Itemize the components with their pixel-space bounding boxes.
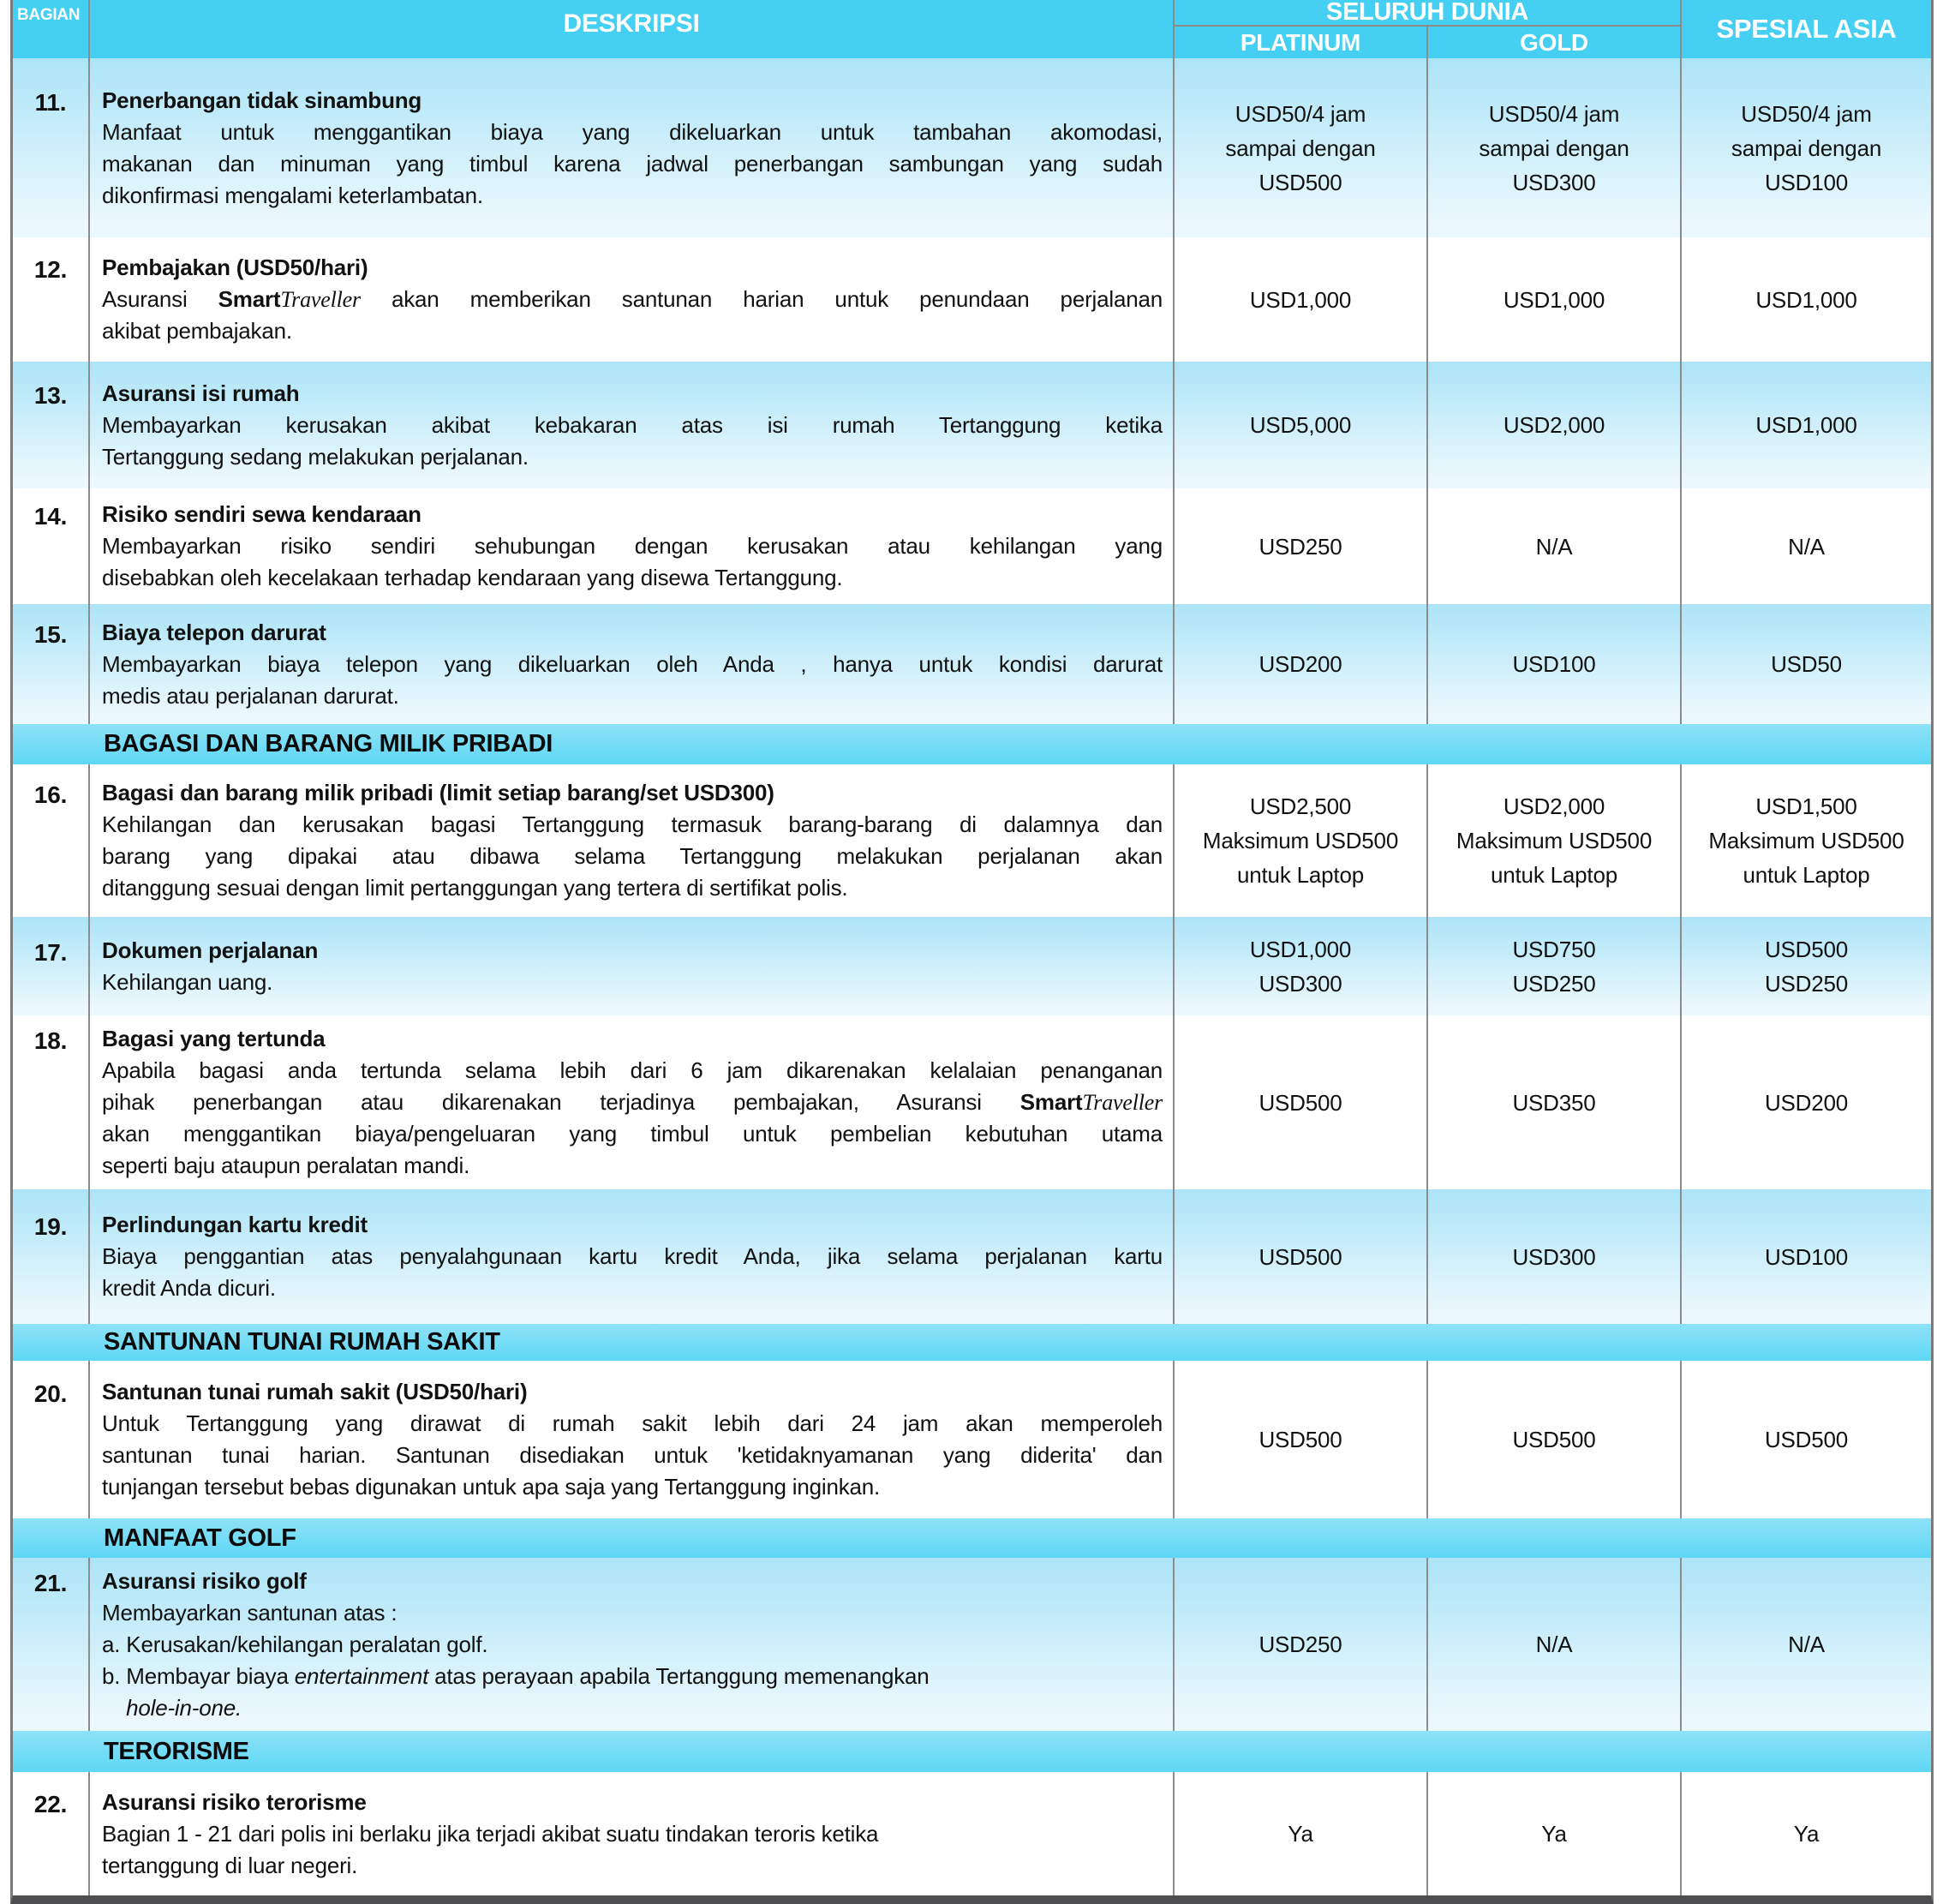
- value-platinum: [1175, 764, 1428, 917]
- value-line: N/A: [1535, 1632, 1573, 1657]
- description-line: [102, 530, 1163, 562]
- value-asia: [1682, 1361, 1931, 1518]
- text-segment: Kehilangan dan kerusakan bagasi Tertanggung termasuk barang-barang di dalamnya dan: [102, 811, 1163, 837]
- text-segment: pihak penerbangan atau dikarenakan terjadinya pembajakan, Asuransi: [102, 1089, 1020, 1115]
- value-gold: [1428, 1361, 1682, 1518]
- row-number: 16.: [33, 781, 68, 808]
- value-line: USD100: [1764, 1243, 1849, 1270]
- value-asia: [1682, 1558, 1931, 1731]
- section-header: [13, 1518, 1931, 1558]
- text-segment: b. Membayar biaya: [102, 1662, 295, 1689]
- row-number: 12.: [33, 256, 68, 283]
- text-segment: Membayarkan kerusakan akibat kebakaran atas isi rumah Tertanggung ketika: [102, 411, 1163, 438]
- section-label: MANFAAT GOLF: [104, 1524, 296, 1552]
- value-line: USD500: [1512, 1427, 1596, 1452]
- benefit-row: [13, 1189, 1931, 1324]
- benefit-row: [13, 604, 1931, 724]
- description-line: [102, 680, 1163, 712]
- benefit-row: [13, 1558, 1931, 1731]
- value-line: USD2,500: [1249, 793, 1352, 819]
- description-line: [102, 180, 1163, 212]
- value-line: USD2,000: [1503, 412, 1605, 438]
- value-gold: [1428, 1015, 1682, 1189]
- value-line: sampai dengan: [1479, 135, 1629, 161]
- value-line: USD250: [1764, 970, 1849, 997]
- header-platinum: [1175, 27, 1428, 58]
- value-gold: [1428, 917, 1682, 1015]
- text-segment: Apabila bagasi anda tertunda selama lebih dari 6 jam dikarenakan kelalaian penanganan: [102, 1057, 1163, 1083]
- text-segment: Kehilangan uang.: [102, 968, 273, 995]
- description-line: [102, 1440, 1163, 1471]
- value-line: USD500: [1258, 169, 1342, 195]
- value-asia: [1682, 917, 1931, 1015]
- row-number: 15.: [33, 620, 68, 648]
- row-title: Bagasi yang tertunda: [102, 1026, 326, 1051]
- header-bagian: [13, 0, 90, 58]
- description-line: [102, 148, 1163, 180]
- value-line: USD300: [1512, 1243, 1596, 1270]
- section-label: TERORISME: [104, 1737, 249, 1765]
- description-line: [102, 1629, 1163, 1661]
- section-header: [13, 1731, 1931, 1772]
- value-gold: [1428, 1189, 1682, 1324]
- row-description-cell: [90, 58, 1175, 237]
- value-asia: [1682, 1772, 1931, 1895]
- text-segment: barang yang dipakai atau dibawa selama Tertanggung melakukan perjalanan akan: [102, 843, 1163, 869]
- value-platinum: [1175, 1772, 1428, 1895]
- brand-text: Smart: [218, 286, 281, 312]
- value-line: USD500: [1764, 1427, 1849, 1452]
- row-title: Asuransi risiko golf: [102, 1567, 307, 1594]
- benefit-row: [13, 917, 1931, 1015]
- row-number-cell: [13, 1558, 90, 1731]
- value-asia: [1682, 237, 1931, 362]
- value-line: USD50/4 jam: [1235, 100, 1366, 127]
- value-platinum: [1175, 1361, 1428, 1518]
- section-header: [13, 1324, 1931, 1361]
- value-line: USD750: [1512, 936, 1596, 962]
- row-title: Biaya telepon darurat: [102, 619, 326, 645]
- text-segment: akan menggantikan biaya/pengeluaran yang timbul untuk pembelian kebutuhan utama: [102, 1121, 1163, 1147]
- value-line: USD250: [1512, 970, 1596, 997]
- header-deskripsi-label: DESKRIPSI: [563, 9, 700, 38]
- text-segment: Biaya penggantian atas penyalahgunaan kartu kredit Anda, jika selama perjalanan kartu: [102, 1243, 1163, 1269]
- row-description-cell: [90, 1772, 1175, 1895]
- value-line: USD1,000: [1503, 286, 1605, 313]
- value-line: USD500: [1258, 1243, 1342, 1270]
- row-number: 14.: [33, 503, 68, 530]
- text-segment: atas perayaan apabila Tertanggung memenangkan: [428, 1662, 930, 1689]
- value-line: USD1,500: [1755, 793, 1857, 819]
- row-description-cell: [90, 1361, 1175, 1518]
- value-platinum: [1175, 1189, 1428, 1324]
- value-asia: [1682, 604, 1931, 724]
- value-line: untuk Laptop: [1491, 862, 1617, 888]
- text-segment: seperti baju ataupun peralatan mandi.: [102, 1153, 470, 1178]
- benefit-row: [13, 764, 1931, 917]
- text-segment: kredit Anda dicuri.: [102, 1275, 276, 1301]
- row-number-cell: [13, 917, 90, 1015]
- text-segment: santunan tunai harian. Santunan disediakan untuk 'ketidaknyamanan yang diderita' dan: [102, 1442, 1163, 1468]
- benefit-row: [13, 1772, 1931, 1895]
- value-line: USD300: [1512, 169, 1596, 195]
- section-label: BAGASI DAN BARANG MILIK PRIBADI: [104, 730, 553, 757]
- value-gold: [1428, 764, 1682, 917]
- value-line: USD1,000: [1755, 286, 1857, 313]
- value-asia: [1682, 1189, 1931, 1324]
- description-line: [102, 1118, 1163, 1150]
- value-line: N/A: [1535, 533, 1573, 560]
- text-segment: Bagian 1 - 21 dari polis ini berlaku jika terjadi akibat suatu tindakan teroris ketika: [102, 1820, 879, 1847]
- description-line: [102, 967, 1163, 998]
- brand-text: hole-in-one.: [126, 1694, 242, 1721]
- row-number-cell: [13, 604, 90, 724]
- value-gold: [1428, 604, 1682, 724]
- row-description-cell: [90, 764, 1175, 917]
- value-line: USD100: [1764, 169, 1849, 195]
- description-line: [102, 1408, 1163, 1440]
- text-segment: makanan dan minuman yang timbul karena jadwal penerbangan sambungan yang sudah: [102, 150, 1163, 177]
- value-line: USD2,000: [1503, 793, 1605, 819]
- value-platinum: [1175, 488, 1428, 604]
- description-line: [102, 1150, 1163, 1182]
- text-segment: Tertanggung sedang melakukan perjalanan.: [102, 443, 529, 470]
- value-platinum: [1175, 237, 1428, 362]
- benefit-row: [13, 58, 1931, 237]
- table-header: [13, 0, 1931, 58]
- text-segment: a. Kerusakan/kehilangan peralatan golf.: [102, 1631, 488, 1657]
- row-title: Penerbangan tidak sinambung: [102, 87, 422, 113]
- value-line: USD100: [1512, 651, 1596, 677]
- description-line: [102, 117, 1163, 148]
- value-line: USD1,000: [1249, 936, 1352, 962]
- text-segment: tertanggung di luar negeri.: [102, 1852, 358, 1878]
- description-line: [102, 1818, 1163, 1850]
- row-number-cell: [13, 1772, 90, 1895]
- header-seluruh-dunia: [1175, 0, 1682, 27]
- benefit-row: [13, 488, 1931, 604]
- row-title: Dokumen perjalanan: [102, 937, 319, 963]
- header-deskripsi: [90, 0, 1175, 58]
- row-description-cell: [90, 488, 1175, 604]
- row-number: 22.: [33, 1790, 68, 1817]
- value-asia: [1682, 1015, 1931, 1189]
- value-line: untuk Laptop: [1743, 862, 1870, 888]
- row-description-cell: [90, 604, 1175, 724]
- value-gold: [1428, 488, 1682, 604]
- value-asia: [1682, 58, 1931, 237]
- row-number-cell: [13, 362, 90, 488]
- row-title: Risiko sendiri sewa kendaraan: [102, 501, 421, 527]
- value-line: Ya: [1288, 1821, 1313, 1847]
- value-line: USD250: [1258, 1632, 1342, 1657]
- value-line: USD5,000: [1249, 412, 1352, 438]
- row-title: Asuransi risiko terorisme: [102, 1788, 367, 1815]
- value-line: sampai dengan: [1731, 135, 1882, 161]
- value-line: USD250: [1258, 533, 1342, 560]
- text-segment: Membayarkan risiko sendiri sehubungan dengan kerusakan atau kehilangan yang: [102, 533, 1163, 559]
- description-line: [102, 1241, 1163, 1272]
- text-segment: Untuk Tertanggung yang dirawat di rumah sakit lebih dari 24 jam akan memperoleh: [102, 1410, 1163, 1436]
- row-number-cell: [13, 488, 90, 604]
- brand-text: Traveller: [1082, 1090, 1163, 1115]
- text-segment: ditanggung sesuai dengan limit pertanggungan yang tertera di sertifikat polis.: [102, 875, 848, 901]
- description-line: [102, 1087, 1163, 1118]
- row-title: Pembajakan (USD50/hari): [102, 254, 368, 280]
- value-platinum: [1175, 1015, 1428, 1189]
- row-number-cell: [13, 1015, 90, 1189]
- row-description-cell: [90, 362, 1175, 488]
- value-line: USD350: [1512, 1089, 1596, 1116]
- value-line: Maksimum USD500: [1708, 828, 1904, 853]
- text-segment: akibat pembajakan.: [102, 318, 292, 344]
- value-line: USD500: [1764, 936, 1849, 962]
- text-segment: Membayarkan biaya telepon yang dikeluarkan oleh Anda , hanya untuk kondisi darurat: [102, 650, 1163, 677]
- row-number-cell: [13, 237, 90, 362]
- value-platinum: [1175, 1558, 1428, 1731]
- value-line: N/A: [1788, 1632, 1825, 1657]
- value-line: untuk Laptop: [1237, 862, 1364, 888]
- row-number: 19.: [33, 1213, 68, 1240]
- description-line: [102, 1850, 1163, 1882]
- description-line: [102, 562, 1163, 594]
- value-line: USD50/4 jam: [1488, 100, 1620, 127]
- header-gold: [1428, 27, 1682, 58]
- text-segment: akan memberikan santunan harian untuk penundaan perjalanan: [360, 286, 1163, 312]
- value-line: USD1,000: [1755, 412, 1857, 438]
- value-platinum: [1175, 58, 1428, 237]
- text-segment: dikonfirmasi mengalami keterlambatan.: [102, 182, 483, 208]
- description-line: [102, 1055, 1163, 1087]
- value-gold: [1428, 1772, 1682, 1895]
- description-line: [102, 809, 1163, 841]
- section-label: SANTUNAN TUNAI RUMAH SAKIT: [104, 1328, 500, 1356]
- benefit-row: [13, 362, 1931, 488]
- row-number: 11.: [34, 88, 67, 116]
- text-segment: Asuransi: [102, 286, 218, 312]
- brand-text: entertainment: [294, 1662, 429, 1689]
- description-line: [102, 410, 1163, 441]
- value-gold: [1428, 58, 1682, 237]
- description-line: [102, 1272, 1163, 1304]
- value-line: Ya: [1793, 1821, 1820, 1847]
- row-number-cell: [13, 764, 90, 917]
- header-platinum-label: PLATINUM: [1240, 28, 1361, 56]
- header-seluruh-dunia-label: SELURUH DUNIA: [1325, 0, 1529, 26]
- value-asia: [1682, 764, 1931, 917]
- value-line: Maksimum USD500: [1202, 828, 1399, 853]
- value-line: USD1,000: [1249, 286, 1352, 313]
- header-spesial-asia-label: SPESIAL ASIA: [1716, 14, 1897, 44]
- row-description-cell: [90, 1189, 1175, 1324]
- value-gold: [1428, 237, 1682, 362]
- row-number-cell: [13, 58, 90, 237]
- value-line: USD50: [1771, 651, 1842, 677]
- description-line: [102, 872, 1163, 904]
- benefit-row: [13, 1015, 1931, 1189]
- row-description-cell: [90, 237, 1175, 362]
- benefit-row: [13, 1361, 1931, 1518]
- value-line: Ya: [1541, 1821, 1567, 1847]
- description-line: [102, 284, 1163, 315]
- row-title: Santunan tunai rumah sakit (USD50/hari): [102, 1379, 528, 1404]
- value-line: N/A: [1788, 533, 1825, 560]
- value-platinum: [1175, 604, 1428, 724]
- description-line: [102, 649, 1163, 680]
- value-line: USD200: [1764, 1089, 1849, 1116]
- value-platinum: [1175, 362, 1428, 488]
- value-line: USD500: [1258, 1089, 1342, 1116]
- value-asia: [1682, 362, 1931, 488]
- row-number: 21.: [33, 1569, 68, 1596]
- text-segment: Membayarkan santunan atas :: [102, 1599, 398, 1626]
- description-line: [102, 1661, 1163, 1692]
- benefit-row: [13, 237, 1931, 362]
- row-number: 18.: [33, 1027, 68, 1054]
- row-number: 17.: [33, 938, 68, 966]
- value-line: USD500: [1258, 1427, 1342, 1452]
- value-gold: [1428, 362, 1682, 488]
- row-number-cell: [13, 1189, 90, 1324]
- text-segment: tunjangan tersebut bebas digunakan untuk apa saja yang Tertanggung inginkan.: [102, 1474, 881, 1500]
- row-title: Bagasi dan barang milik pribadi (limit setiap barang/set USD300): [102, 780, 774, 805]
- benefits-table: [10, 0, 1934, 1904]
- description-line: [102, 441, 1163, 473]
- row-number-cell: [13, 1361, 90, 1518]
- value-gold: [1428, 1558, 1682, 1731]
- header-bagian-label: BAGIAN: [17, 6, 81, 24]
- header-spesial-asia: [1682, 0, 1931, 58]
- description-line: [102, 841, 1163, 872]
- section-header: [13, 724, 1931, 764]
- description-line: [102, 1597, 1163, 1629]
- row-description-cell: [90, 917, 1175, 1015]
- value-line: USD200: [1258, 651, 1342, 677]
- description-line: [102, 315, 1163, 347]
- row-number: 13.: [33, 381, 68, 409]
- value-line: sampai dengan: [1225, 135, 1376, 161]
- row-description-cell: [90, 1558, 1175, 1731]
- description-line: [102, 1692, 1163, 1724]
- text-segment: medis atau perjalanan darurat.: [102, 682, 399, 709]
- value-asia: [1682, 488, 1931, 604]
- header-gold-label: GOLD: [1520, 28, 1588, 56]
- table-body: [13, 58, 1931, 1895]
- row-number: 20.: [33, 1380, 68, 1407]
- brand-text: Traveller: [280, 287, 361, 312]
- brand-text: Smart: [1019, 1089, 1083, 1115]
- value-line: USD300: [1258, 970, 1342, 997]
- value-platinum: [1175, 917, 1428, 1015]
- description-line: [102, 1471, 1163, 1503]
- value-line: Maksimum USD500: [1456, 828, 1653, 853]
- row-title: Perlindungan kartu kredit: [102, 1212, 368, 1237]
- text-segment: disebabkan oleh kecelakaan terhadap kendaraan yang disewa Tertanggung.: [102, 565, 843, 590]
- value-line: USD50/4 jam: [1741, 100, 1872, 127]
- row-title: Asuransi isi rumah: [102, 380, 300, 406]
- text-segment: Manfaat untuk menggantikan biaya yang dikeluarkan untuk tambahan akomodasi,: [102, 118, 1163, 145]
- text-segment: [102, 1695, 126, 1721]
- row-description-cell: [90, 1015, 1175, 1189]
